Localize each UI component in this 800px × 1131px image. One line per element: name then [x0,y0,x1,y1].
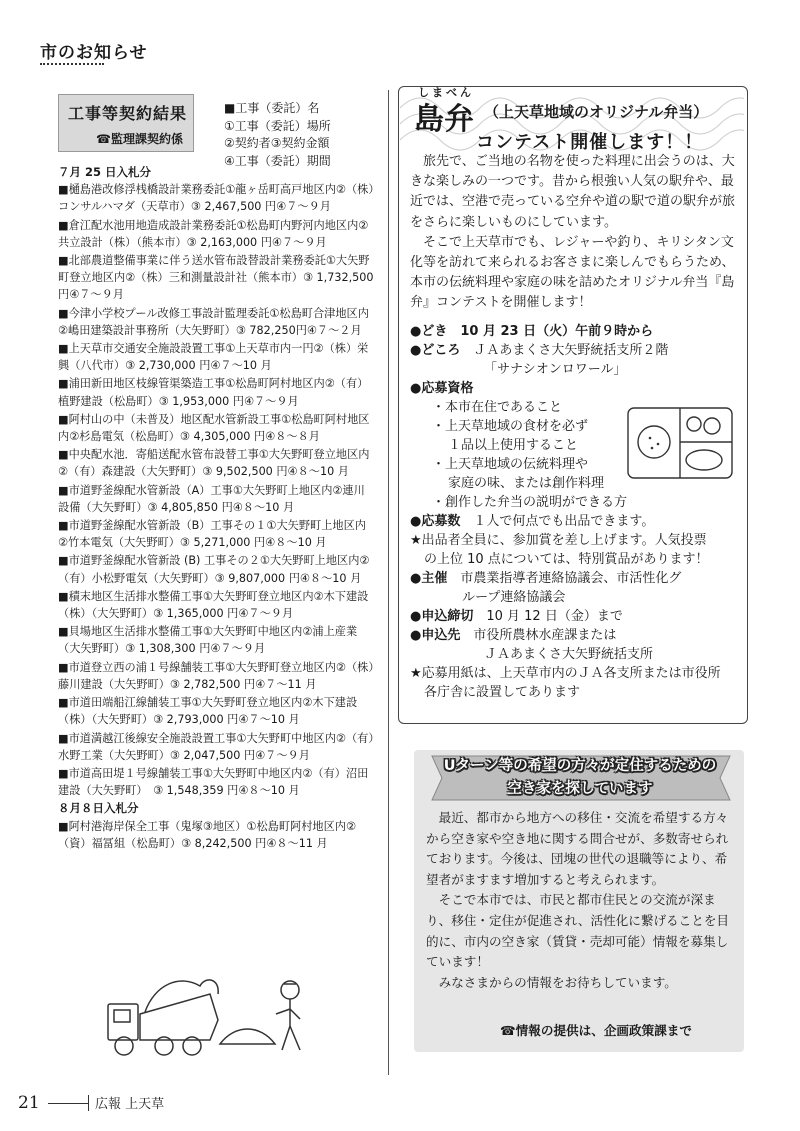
qualification-label: ●応募資格 [410,381,474,396]
title-underline [40,63,104,65]
contract-item: ■浦田新田地区枝線管渠築造工事①松島町阿村地区内②（有）植野建設（松島町）③ 1,953,000 円④７～９月 [58,377,369,408]
bid-date: ７月 25 日入札分 [58,165,152,179]
title-furigana: しまべん [418,86,474,99]
where-label: ●どころ [410,343,461,358]
contract-item: ■阿村山の中（未普及）地区配水管新設工事①松島町阿村地区内②杉島電気（松島町）③ 4,305,000 円④８～８月 [58,412,370,444]
apply-label: ●申込先 [410,628,461,643]
notice-title-line2: 空き家を探しています [507,781,653,797]
bento-title: 島弁 [414,102,474,137]
where-value: ＪＡあまくさ大矢野統括支所２階 [473,343,669,358]
contract-item: ■樋島港改修浮桟橋設計業務委託①龍ヶ岳町高戸地区内②（株）コンサルハマダ（天草市）③ 2,467,500 円④７～９月 [58,183,374,214]
contract-item: ■倉江配水池用地造成設計業務委託①松島町内野河内地区内②共立設計（株）（熊本市）③ 2,163,000 円④７～９月 [58,218,369,249]
contract-item: ■市道野釜線配水管新設 (B) 工事その２①大矢野町上地区内②（有）小松野電気（大矢野町）③ 9,807,000 円④８～10 月 [58,554,370,585]
contract-item: ■積末地区生活排水整備工事①大矢野町登立地区内②木下建設（株）（大矢野町）③ 1,365,000 円④７～９月 [58,589,369,621]
count-value: １人で何点でも出品できます。 [473,514,655,529]
publication-name: 広報 上天草 [95,1097,165,1112]
qualification-item: 家庭の味、または創作料理 [448,476,605,491]
contest-title: コンテスト開催します！！ [476,132,704,153]
section-title: 市のお知らせ [40,43,148,63]
deadline-value: 10 月 12 日（金）まで [486,609,623,624]
contract-item: ■市道田端船江線舗装工事①大矢野町登立地区内②木下建設（株）（大矢野町）③ 2,793,000 円④７～10 月 [58,696,358,727]
form-note: ★応募用紙は、上天草市内のＪＡ各支所または市役所 [410,666,721,681]
count-label: ●応募数 [410,514,461,529]
contest-details [410,322,740,702]
contract-item: ■貝場地区生活排水整備工事①大矢野町中地区内②浦上産業（大矢野町）③ 1,308,300 円④７～９月 [58,625,358,656]
page-number: 21 [18,1093,40,1113]
host-value: ループ連絡協議会 [462,590,566,605]
where-venue: 「サナシオンロワール」 [484,362,627,377]
intro-paragraph: 旅先で、ご当地の名物を使った料理に出会うのは、大きな楽しみの一つです。昔から根強い人気の駅弁や、最近では、空港で売っている空弁や道の駅で道の駅弁が旅をさらに楽しいものにしています。 [410,154,736,230]
notice-title-line1: Uターン等の希望の方々が定住するための [443,758,717,774]
contract-item: ■阿村港海岸保全工事（鬼塚③地区）①松島町阿村地区内②（資）福冨組（松島町）③ 8,242,500 円④８～11 月 [58,819,356,850]
contract-list [58,163,374,853]
contract-item: ■市道高田堤１号線舗装工事①大矢野町中地区内②（有）沼田建設（大矢野町） ③ 1,548,359 円④８～10 月 [58,766,369,798]
footer-rule [48,1103,88,1104]
qualification-item: ・本市在住であること [432,400,563,415]
form-note: 各庁舎に設置してあります [424,685,581,700]
contract-item: ■北部農道整備事業に伴う送水管布設替設計業務委託①大矢野町登立地区内②（株）三和測量設計社（熊本市）③ 1,732,500 円④７～９月 [58,254,374,302]
contract-item: ■市道登立西の浦１号線舗装工事①大矢野町登立地区内②（株）藤川建設（大矢野町）③ 2,782,500 円④７～11 月 [58,660,374,691]
contract-legend [224,100,331,170]
contract-item: ■今津小学校プール改修工事設計監理委託①松島町合津地区内②嶋田建築設計事務所（大矢野町）③ 782,250円④７～２月 [58,306,369,337]
qualification-item: ・上天草地域の食材を必ず [432,419,589,434]
prize-note: ★出品者全員に、参加賞を差し上げます。人気投票 [410,533,707,548]
legend-line: ①工事（委託）場所 [224,118,331,133]
contract-results-dept: ☎監理課契約係 [96,132,183,146]
qualification-item: ・上天草地域の伝統料理や [432,457,589,472]
contract-item: ■市道満越江後線安全施設設置工事①大矢野町中地区内②（有）水野工業（大矢野町）③ 2,047,500 円④７～９月 [58,731,374,762]
dump-truck-illustration [100,964,330,1064]
notice-contact: ☎情報の提供は、企画政策課まで [500,1023,692,1038]
notice-body [426,808,738,993]
contract-item: ■市道野釜線配水管新設（A）工事①大矢野町上地区内②連川設備（大矢野町）③ 4,805,850 円④８～10 月 [58,483,365,514]
prize-note: の上位 10 点については、特別賞品があります！ [424,552,709,567]
intro-paragraph: そこで上天草市でも、レジャーや釣り、キリシタン文化等を訪れて来られるお客さまに楽しんでもらうため、本市の伝統料理や家庭の味を詰めたオリジナル弁当『島弁』コンテストを開催します！ [410,234,735,311]
deadline-label: ●申込締切 [410,609,474,624]
bento-subtitle: （上天草地域のオリジナル弁当） [484,103,709,121]
qualification-item: ・創作した弁当の説明ができる方 [432,495,628,510]
legend-line: ■工事（委託）名 [224,101,320,115]
qualification-item: １品以上使用すること [448,438,579,453]
notice-paragraph: みなさまからの情報をお待ちしています。 [438,974,677,990]
host-label: ●主催 [410,571,448,586]
footer-tick [88,1095,89,1111]
legend-line: ②契約者③契約金額 [224,136,330,150]
contract-item: ■上天草市交通安全施設設置工事①上天草市内一円②（株）栄興（八代市）③ 2,730,000 円④７～10 月 [58,342,369,373]
host-value: 市農業指導者連絡協議会、市活性化グ [460,571,682,586]
legend-line: ④工事（委託）期間 [224,153,331,168]
apply-value: 市役所農林水産課または [473,628,617,643]
when-label: ●どき [410,324,448,339]
bid-date: ８月８日入札分 [58,801,139,816]
notice-paragraph: そこで本市では、市民と都市住民との交流が深まり、移住・定住が促進され、活性化に繋げることを目的に、市内の空き家（賃貸・売却可能）情報を募集しています！ [426,892,730,970]
contract-item: ■市道野釜線配水管新設（B）工事その１①大矢野町上地区内②竹本電気（大矢野町）③ 5,271,000 円④８～10 月 [58,519,366,550]
column-divider [388,90,389,1075]
bento-box-illustration [624,400,736,484]
when-value: 10 月 23 日（火）午前９時から [460,324,654,339]
bento-intro [410,152,740,314]
contract-item: ■中央配水池．寄船送配水管布設替工事①大矢野町登立地区内②（有）森建設（大矢野町）③ 9,502,500 円④８～10 月 [58,448,370,479]
notice-paragraph: 最近、都市から地方への移住・交流を希望する方々から空き家や空き地に関する問合せが、多数寄せられております。今後は、団塊の世代の退職等により、希望者がますます増加すると考えられます。 [426,810,729,887]
apply-value: ＪＡあまくさ大矢野統括支所 [484,647,654,662]
contract-results-title: 工事等契約結果 [68,104,188,123]
